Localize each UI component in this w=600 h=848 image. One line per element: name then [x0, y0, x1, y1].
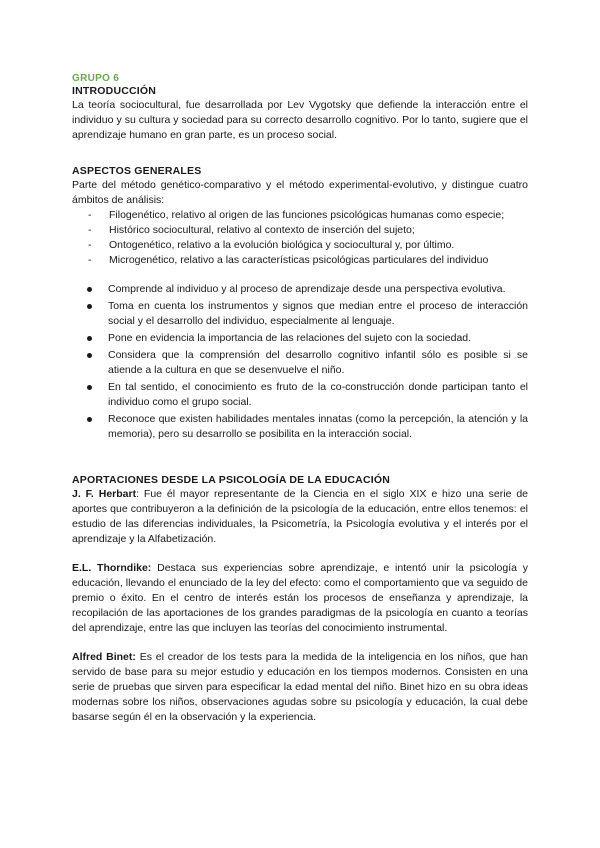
bullet-icon: [87, 385, 92, 390]
list-item: Reconoce que existen habilidades mentales innatas (como la percepción, la atención y la memoria), pero su desarrollo se posibilita en la interacción social.: [72, 412, 528, 442]
dash-mark: -: [88, 254, 92, 266]
list-item: Pone en evidencia la importancia de las relaciones del sujeto con la sociedad.: [72, 331, 528, 346]
list-item: - Ontogenético, relativo a la evolución biológica y sociocultural y, por último.: [88, 239, 455, 251]
list-item: - Microgenético, relativo a las características psicológicas particulares del individuo: [88, 254, 489, 266]
herbart-paragraph: [72, 487, 528, 547]
bullet-icon: [87, 417, 92, 422]
key-points-list: [72, 282, 528, 442]
bullet-icon: [87, 336, 92, 341]
general-heading: ASPECTOS GENERALES: [72, 165, 202, 177]
author-text: Destaca sus experiencias sobre aprendizaje, e intentó unir la psicología y educación, llevando el enunciado de la ley del efecto: como el comportamiento que va seguido de premio o éxito. En el centro de interés están los procesos de enseñanza y aprendizaje, la recopilación de las aportaciones de los grandes paradigmas de la psicología en cuanto a teorías del aprendizaje, entre las que incluyen las teorías del conocimiento instrumental.: [72, 562, 528, 634]
dash-mark: -: [88, 209, 92, 221]
general-paragraph: Parte del método genético-comparativo y el método experimental-evolutivo, y distingue cuatro ámbitos de análisis:: [72, 179, 528, 206]
author-name: Alfred Binet:: [72, 651, 136, 663]
list-item: Considera que la comprensión del desarrollo cognitivo infantil sólo es posible si se atiende a la cultura en que se desenvuelve el niño.: [72, 348, 528, 378]
author-text: : Fue él mayor representante de la Ciencia en el siglo XIX e hizo una serie de aportes que contribuyeron a la definición de la psicología de la educación, entre ellos tenemos: el estudio de las diferencias individuales, la Psicometría, la Psicología evolutiva y el interés por el aprendizaje y la Alfabetización.: [72, 488, 528, 545]
bullet-icon: [87, 304, 92, 309]
list-item: Comprende al individuo y al proceso de aprendizaje desde una perspectiva evolutiva.: [72, 282, 528, 297]
author-text: Es el creador de los tests para la medida de la inteligencia en los niños, que han servido de base para su mejor estudio y educación en los tiempos modernos. Consisten en una serie de pruebas que sirven para especificar la edad mental del niño. Binet hizo en su obra ideas modernas sobre los niños, observaciones agudas sobre su psicología y educación, la cual debe basarse según él en la observación y la experiencia.: [72, 651, 528, 723]
list-item: Toma en cuenta los instrumentos y signos que median entre el proceso de interacción social y el desarrollo del individuo, especialmente al lenguaje.: [72, 299, 528, 329]
analysis-areas-list: [72, 208, 528, 268]
dash-mark: -: [88, 224, 92, 236]
contributions-heading: APORTACIONES DESDE LA PSICOLOGÍA DE LA EDUCACIÓN: [72, 474, 391, 486]
list-item: - Histórico sociocultural, relativo al contexto de inserción del sujeto;: [88, 224, 415, 236]
intro-paragraph: La teoría sociocultural, fue desarrollada por Lev Vygotsky que defiende la interacción entre el individuo y su cultura y sociedad para su correcto desarrollo cognitivo. Por lo tanto, sugiere que el aprendizaje humano en gran parte, es un proceso social.: [72, 99, 528, 141]
bullet-icon: [87, 287, 92, 292]
author-name: J. F. Herbart: [72, 488, 137, 500]
dash-mark: -: [88, 239, 92, 251]
list-item: - Filogenético, relativo al origen de las funciones psicológicas humanas como especie;: [88, 209, 505, 221]
bullet-icon: [87, 353, 92, 358]
thorndike-paragraph: [72, 561, 528, 636]
intro-heading: INTRODUCCIÓN: [72, 85, 157, 97]
list-item: En tal sentido, el conocimiento es fruto de la co-construcción donde participan tanto el individuo como el grupo social.: [72, 380, 528, 410]
group-label: GRUPO 6: [72, 73, 120, 84]
binet-paragraph: [72, 650, 528, 725]
author-name: E.L. Thorndike:: [72, 562, 152, 574]
